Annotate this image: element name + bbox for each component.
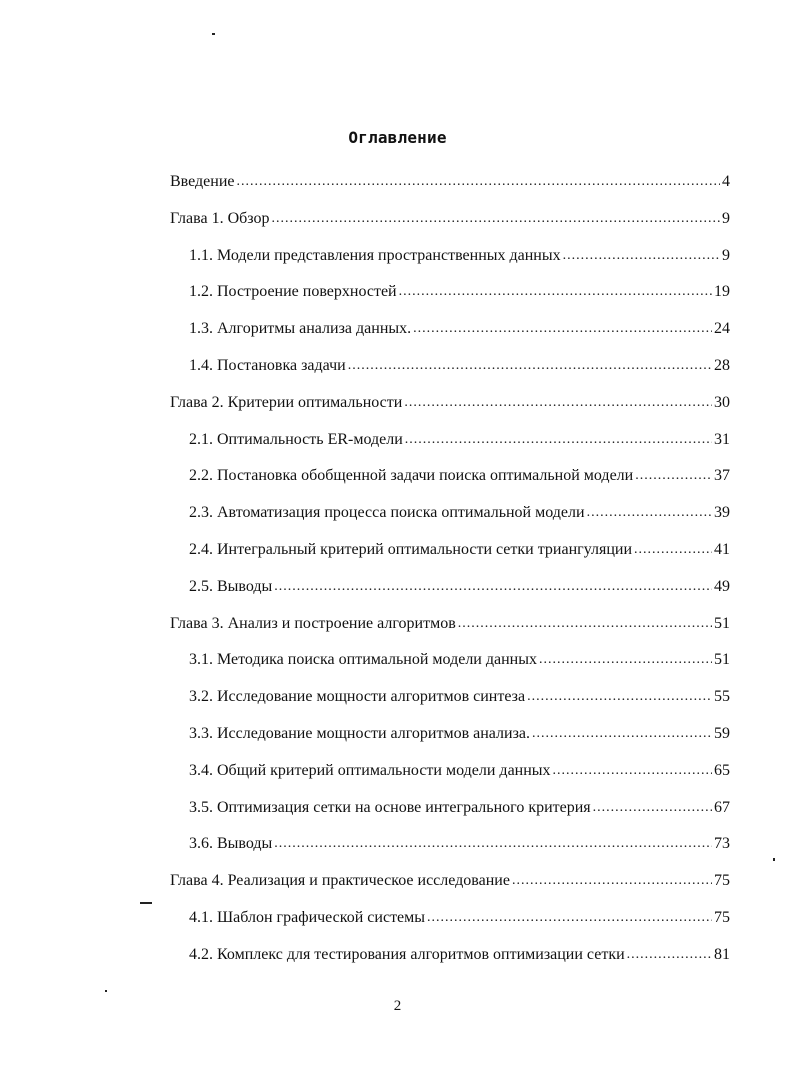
toc-entry-page: 51 bbox=[714, 651, 730, 669]
toc-entry-label: 2.5. Выводы bbox=[189, 577, 273, 595]
toc-entry-page: 41 bbox=[714, 540, 730, 558]
toc-entry-label: 2.4. Интегральный критерий оптимальности сетки триангуляции bbox=[189, 540, 633, 558]
toc-leader-dots bbox=[634, 539, 712, 561]
toc-entry-label: 2.2. Постановка обобщенной задачи поиска оптимальной модели bbox=[189, 467, 634, 485]
toc-leader-dots bbox=[539, 649, 712, 671]
toc-section-entry bbox=[170, 576, 730, 613]
toc-entry-label: 2.1. Оптимальность ER-модели bbox=[189, 430, 403, 448]
toc-entry-page: 31 bbox=[714, 430, 730, 448]
toc-leader-dots bbox=[274, 576, 712, 598]
scan-artifact bbox=[212, 33, 215, 35]
toc-chapter-entry bbox=[170, 870, 730, 907]
toc-leader-dots bbox=[274, 833, 712, 855]
toc-entry-page: 19 bbox=[714, 283, 730, 301]
toc-section-entry bbox=[170, 649, 730, 686]
toc-entry-page: 39 bbox=[714, 504, 730, 522]
toc-entry-label: 1.4. Постановка задачи bbox=[189, 356, 346, 374]
toc-entry-page: 59 bbox=[714, 724, 730, 742]
toc-leader-dots bbox=[563, 245, 720, 267]
toc-leader-dots bbox=[399, 281, 712, 303]
toc-entry-page: 24 bbox=[714, 320, 730, 338]
toc-leader-dots bbox=[272, 208, 721, 230]
toc-section-entry bbox=[170, 318, 730, 355]
toc-section-entry bbox=[170, 797, 730, 834]
toc-entry-page: 51 bbox=[714, 614, 730, 632]
toc-leader-dots bbox=[512, 870, 712, 892]
toc-entry-label: 3.2. Исследование мощности алгоритмов синтеза bbox=[189, 688, 526, 706]
toc-entry-label: Глава 2. Критерии оптимальности bbox=[170, 393, 403, 411]
toc-chapter-entry bbox=[170, 171, 730, 208]
toc-entry-label: Глава 4. Реализация и практическое исследование bbox=[170, 872, 510, 890]
toc-entry-page: 37 bbox=[714, 467, 730, 485]
toc-entry-label: Введение bbox=[170, 173, 235, 190]
table-of-contents bbox=[170, 171, 730, 981]
toc-entry-page: 67 bbox=[714, 798, 730, 816]
toc-section-entry bbox=[170, 355, 730, 392]
page-number: 2 bbox=[393, 998, 402, 1014]
toc-entry-page: 73 bbox=[714, 835, 730, 853]
toc-leader-dots bbox=[404, 392, 712, 414]
scan-artifact bbox=[105, 990, 107, 992]
toc-leader-dots bbox=[593, 797, 712, 819]
toc-entry-page: 9 bbox=[722, 246, 730, 264]
toc-chapter-entry bbox=[170, 392, 730, 429]
toc-entry-page: 75 bbox=[714, 908, 730, 926]
toc-entry-label: 1.1. Модели представления пространственных данных bbox=[189, 246, 561, 264]
toc-section-entry bbox=[170, 760, 730, 797]
toc-leader-dots bbox=[532, 723, 712, 745]
toc-leader-dots bbox=[458, 613, 712, 635]
toc-section-entry bbox=[170, 281, 730, 318]
toc-section-entry bbox=[170, 907, 730, 944]
toc-entry-page: 30 bbox=[714, 393, 730, 411]
toc-entry-label: 2.3. Автоматизация процесса поиска оптимальной модели bbox=[189, 504, 585, 522]
toc-entry-label: 3.5. Оптимизация сетки на основе интегрального критерия bbox=[189, 798, 591, 816]
toc-section-entry bbox=[170, 686, 730, 723]
toc-entry-label: 1.2. Построение поверхностей bbox=[189, 283, 397, 301]
toc-section-entry bbox=[170, 944, 730, 981]
toc-leader-dots bbox=[553, 760, 712, 782]
toc-entry-page: 75 bbox=[714, 872, 730, 890]
toc-leader-dots bbox=[413, 318, 712, 340]
toc-section-entry bbox=[170, 465, 730, 502]
toc-section-entry bbox=[170, 539, 730, 576]
toc-entry-label: 4.1. Шаблон графической системы bbox=[189, 908, 426, 926]
toc-leader-dots bbox=[348, 355, 712, 377]
toc-entry-page: 65 bbox=[714, 761, 730, 779]
toc-leader-dots bbox=[635, 465, 712, 487]
toc-entry-page: 81 bbox=[714, 945, 730, 963]
toc-section-entry bbox=[170, 723, 730, 760]
toc-entry-page: 49 bbox=[714, 577, 730, 595]
toc-leader-dots bbox=[527, 686, 712, 708]
toc-entry-label: 3.1. Методика поиска оптимальной модели данных bbox=[189, 651, 537, 669]
toc-entry-page: 4 bbox=[722, 173, 730, 190]
toc-leader-dots bbox=[587, 502, 712, 524]
page-title: Оглавление bbox=[348, 128, 447, 147]
toc-leader-dots bbox=[237, 171, 721, 193]
scan-artifact bbox=[773, 858, 775, 861]
toc-chapter-entry bbox=[170, 208, 730, 245]
toc-entry-label: 3.4. Общий критерий оптимальности модели данных bbox=[189, 761, 551, 779]
toc-entry-label: 3.6. Выводы bbox=[189, 835, 273, 853]
toc-leader-dots bbox=[427, 907, 712, 929]
toc-section-entry bbox=[170, 502, 730, 539]
toc-entry-page: 9 bbox=[722, 209, 730, 227]
toc-entry-label: 1.3. Алгоритмы анализа данных. bbox=[189, 320, 412, 338]
toc-section-entry bbox=[170, 429, 730, 466]
toc-entry-label: Глава 3. Анализ и построение алгоритмов bbox=[170, 614, 456, 632]
toc-entry-label: 4.2. Комплекс для тестирования алгоритмов оптимизации сетки bbox=[189, 945, 625, 963]
toc-entry-page: 55 bbox=[714, 688, 730, 706]
toc-section-entry bbox=[170, 245, 730, 282]
toc-entry-label: Глава 1. Обзор bbox=[170, 209, 270, 227]
toc-leader-dots bbox=[405, 429, 712, 451]
toc-leader-dots bbox=[627, 944, 712, 966]
toc-entry-label: 3.3. Исследование мощности алгоритмов анализа. bbox=[189, 724, 531, 742]
toc-section-entry bbox=[170, 833, 730, 870]
scan-artifact bbox=[140, 902, 152, 904]
toc-chapter-entry bbox=[170, 613, 730, 650]
toc-entry-page: 28 bbox=[714, 356, 730, 374]
